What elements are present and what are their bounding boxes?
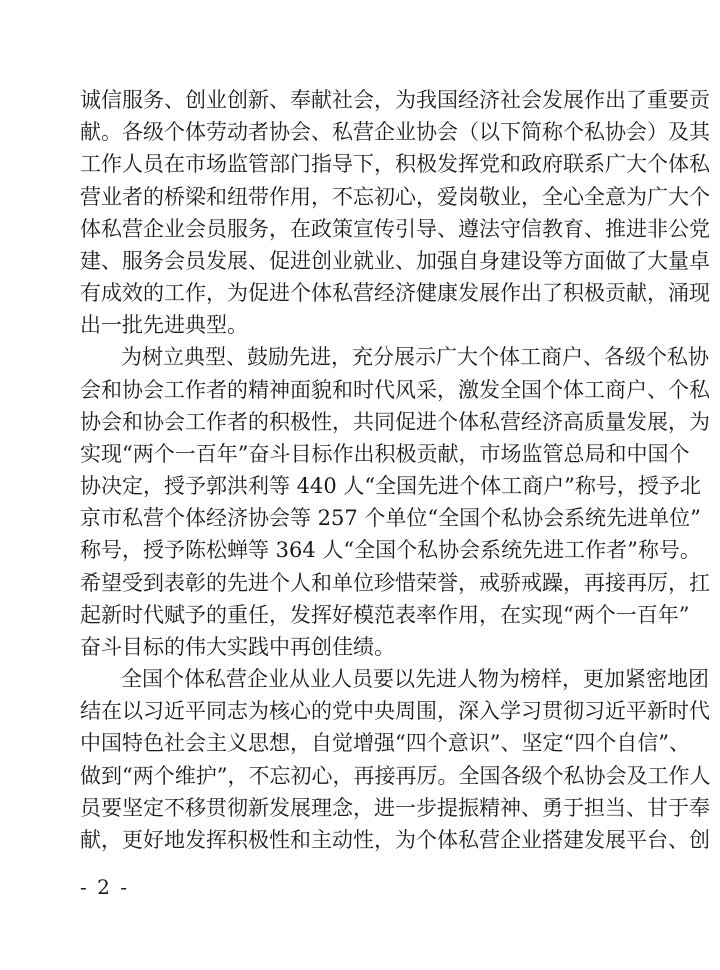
- paragraph-first-line: 全国个体私营企业从业人员要以先进人物为榜样，更加紧密地团: [121, 667, 709, 692]
- body-text-line: 做到“两个维护”，不忘初心，再接再厉。全国各级个私协会及工作人: [80, 763, 711, 788]
- body-text-line: 中国特色社会主义思想，自觉增强“四个意识”、坚定“四个自信”、: [80, 731, 690, 756]
- body-text-line: 京市私营个体经济协会等 257 个单位“全国个私协会系统先进单位”: [80, 506, 701, 531]
- body-text-line: 实现“两个一百年”奋斗目标作出积极贡献，市场监管总局和中国个: [80, 441, 690, 466]
- page-number: - 2 -: [80, 875, 129, 899]
- body-text-line: 献。各级个体劳动者协会、私营企业协会（以下简称个私协会）及其: [80, 120, 710, 145]
- body-text-line: 员要坚定不移贯彻新发展理念，进一步提振精神、勇于担当、甘于奉: [80, 795, 710, 820]
- body-text-line: 出一批先进典型。: [80, 313, 248, 338]
- body-text-line: 结在以习近平同志为核心的党中央周围，深入学习贯彻习近平新时代: [80, 699, 710, 724]
- body-text-line: 诚信服务、创业创新、奉献社会，为我国经济社会发展作出了重要贡: [80, 88, 710, 112]
- body-text-line: 营业者的桥梁和纽带作用，不忘初心，爱岗敬业，全心全意为广大个: [80, 184, 710, 209]
- body-text-line: 协会和协会工作者的积极性，共同促进个体私营经济高质量发展，为: [80, 409, 710, 434]
- body-text-line: 体私营企业会员服务，在政策宣传引导、遵法守信教育、推进非公党: [80, 216, 710, 241]
- body-text-line: 希望受到表彰的先进个人和单位珍惜荣誉，戒骄戒躁，再接再厉，扛: [80, 570, 710, 595]
- body-text-line: 协决定，授予郭洪利等 440 人“全国先进个体工商户”称号，授予北: [80, 474, 701, 499]
- body-text-line: 会和协会工作者的精神面貌和时代风采，激发全国个体工商户、个私: [80, 377, 710, 402]
- body-text-line: 建、服务会员发展、促进创业就业、加强自身建设等方面做了大量卓: [80, 248, 710, 273]
- body-text-line: 称号，授予陈松蝉等 364 人“全国个私协会系统先进工作者”称号。: [80, 538, 701, 563]
- body-text-line: 工作人员在市场监管部门指导下，积极发挥党和政府联系广大个体私: [80, 152, 710, 177]
- paragraph-first-line: 为树立典型、鼓励先进，充分展示广大个体工商户、各级个私协: [121, 345, 709, 370]
- body-text-line: 奋斗目标的伟大实践中再创佳绩。: [80, 634, 395, 659]
- body-text-line: 有成效的工作，为促进个体私营经济健康发展作出了积极贡献，涌现: [80, 281, 710, 306]
- body-text-line: 献，更好地发挥积极性和主动性，为个体私营企业搭建发展平台、创: [80, 828, 710, 852]
- body-text-line: 起新时代赋予的重任，发挥好模范表率作用，在实现“两个一百年”: [80, 602, 690, 627]
